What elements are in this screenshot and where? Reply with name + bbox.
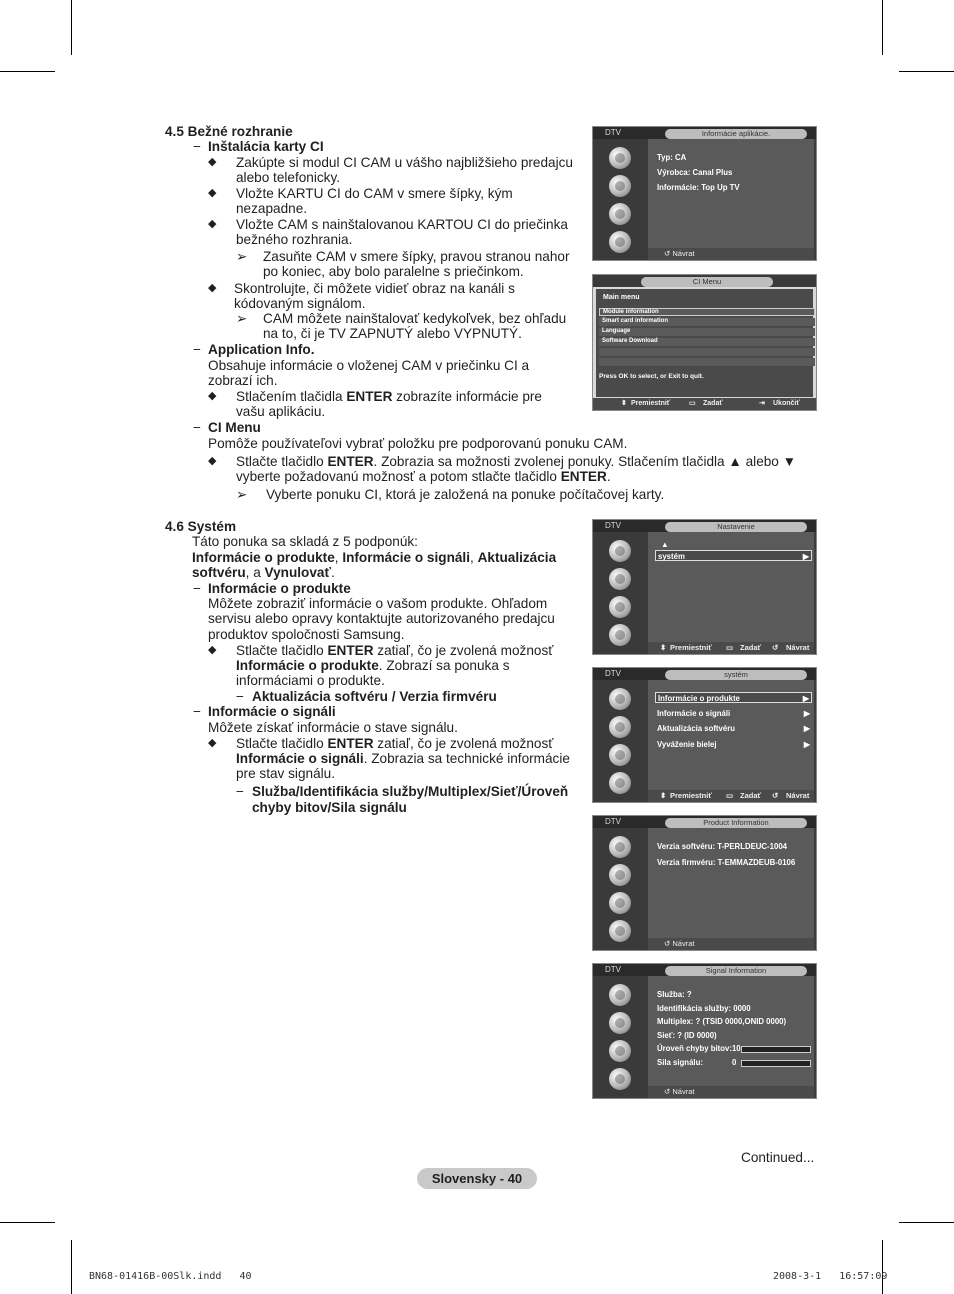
- picture-icon: [609, 688, 631, 710]
- body-text: Stlačte tlačidlo ENTER zatiaľ, čo je zvolená možnosť: [236, 643, 554, 658]
- return-label[interactable]: Návrat: [786, 643, 810, 652]
- return-icon: ↺: [664, 939, 671, 948]
- return-label[interactable]: Návrat: [672, 1087, 695, 1096]
- screen-footer: [648, 642, 814, 654]
- info-line: Služba: ?: [657, 990, 692, 999]
- body-text: Stlačením tlačidla ENTER zobrazíte informácie pre: [236, 389, 542, 404]
- menu-item-signal-info[interactable]: [655, 708, 812, 719]
- body-text: Táto ponuka sa skladá z 5 podponúk:: [192, 534, 418, 549]
- body-text: zobrazí ich.: [208, 373, 278, 388]
- dtv-label: DTV: [605, 817, 621, 826]
- arrow-right-icon: ▶: [803, 709, 810, 718]
- crop-mark: [882, 0, 883, 55]
- body-text: Stlačte tlačidlo ENTER zatiaľ, čo je zvolená možnosť: [236, 736, 554, 751]
- screen-ci-menu: [592, 274, 817, 411]
- crop-mark: [899, 1222, 954, 1223]
- channel-icon: [609, 1040, 631, 1062]
- info-line: Sila signálu:: [657, 1058, 703, 1067]
- bit-error-bar: [741, 1046, 811, 1053]
- submenu-list: Informácie o produkte, Informácie o signáli, Aktualizácia: [192, 550, 557, 565]
- screen-product-information: [592, 815, 817, 951]
- sub-item: chyby bitov/Sila signálu: [252, 800, 407, 815]
- note-text: na to, či je TV ZAPNUTÝ alebo VYPNUTÝ.: [263, 326, 522, 341]
- signal-strength-value: 0: [732, 1058, 737, 1067]
- menu-sidebar: [593, 828, 647, 950]
- channel-icon: [609, 892, 631, 914]
- screen-title: Nastavenie: [665, 522, 807, 532]
- sub-item: Služba/Identifikácia služby/Multiplex/Sieť/Úroveň: [252, 784, 569, 799]
- setup-icon: [609, 1068, 631, 1090]
- dash-mark: −: [236, 689, 244, 704]
- menu-item-label: Vyváženie bielej: [657, 740, 717, 749]
- section-heading: 4.6 Systém: [165, 519, 237, 534]
- info-line: Sieť: ? (ID 0000): [657, 1031, 717, 1040]
- ci-menu-item[interactable]: [599, 318, 815, 326]
- screen-footer: [648, 938, 814, 950]
- screen-signal-information: [592, 963, 817, 1099]
- screen-footer: [648, 248, 814, 260]
- body-text: Stlačte tlačidlo ENTER. Zobrazia sa možnosti zvolenej ponuky. Stlačením tlačidla ▲ alebo ▼: [236, 454, 797, 469]
- menu-sidebar: [593, 976, 647, 1098]
- setup-icon: [609, 772, 631, 794]
- crop-mark: [0, 1222, 55, 1223]
- dash-mark: −: [193, 139, 201, 154]
- screen-footer: [648, 790, 814, 802]
- menu-item-label: Aktualizácia softvéru: [657, 724, 735, 733]
- return-icon: ↺: [664, 249, 671, 258]
- picture-icon: [609, 836, 631, 858]
- note-arrow-icon: ➢: [236, 249, 248, 264]
- dash-mark: −: [193, 704, 201, 719]
- bullet-diamond: ◆: [208, 282, 217, 294]
- ci-menu-empty-row: [599, 348, 815, 356]
- move-icon: ⬍: [621, 400, 627, 407]
- ci-menu-empty-row: [599, 358, 815, 366]
- crop-mark: [899, 71, 954, 72]
- screen-title: Product Information: [665, 818, 807, 828]
- note-arrow-icon: ➢: [236, 311, 248, 326]
- setup-icon: [609, 624, 631, 646]
- body-text: Môžete získať informácie o stave signálu.: [208, 720, 458, 735]
- dtv-label: DTV: [605, 521, 621, 530]
- body-text: vašu aplikáciu.: [236, 404, 326, 419]
- return-icon: ↺: [664, 1087, 671, 1096]
- move-label[interactable]: Premiestniť: [631, 400, 671, 407]
- scroll-up-icon[interactable]: ▲: [661, 540, 669, 549]
- subsection-title: Inštalácia karty CI: [208, 139, 324, 154]
- info-line: Verzia firmvéru: T-EMMAZDEUB-0106: [657, 858, 796, 867]
- dtv-label: DTV: [605, 669, 621, 678]
- bullet-diamond: ◆: [208, 156, 217, 168]
- dash-mark: −: [193, 342, 201, 357]
- body-text: nezapadne.: [236, 201, 308, 216]
- arrow-right-icon: ▶: [802, 552, 809, 561]
- bullet-diamond: ◆: [208, 187, 217, 199]
- subsection-title: Informácie o produkte: [208, 581, 351, 596]
- menu-item-label: Informácie o signáli: [657, 709, 731, 718]
- move-label[interactable]: Premiestniť: [670, 791, 712, 800]
- bullet-diamond: ◆: [208, 455, 217, 467]
- channel-icon: [609, 203, 631, 225]
- ci-menu-item[interactable]: [599, 338, 815, 346]
- menu-sidebar: [593, 680, 647, 802]
- note-text: po koniec, aby bolo paralelne s priečinkom.: [263, 264, 524, 279]
- picture-icon: [609, 147, 631, 169]
- continued-text: Continued...: [741, 1150, 815, 1165]
- menu-item-label: Informácie o produkte: [658, 694, 740, 703]
- body-text: Pomôže používateľovi vybrať položku pre podporovanú ponuku CAM.: [208, 436, 628, 451]
- crop-mark: [0, 71, 55, 72]
- ci-menu-item[interactable]: [599, 328, 815, 336]
- body-text: servisu alebo opravy kontaktujte autorizovaného predajcu: [208, 611, 555, 626]
- body-text: informáciami o produkte.: [236, 673, 385, 688]
- info-line: Multiplex: ? (TSID 0000,ONID 0000): [657, 1017, 787, 1026]
- info-line: Výrobca: Canal Plus: [657, 168, 733, 177]
- screen-title: Signal Information: [665, 966, 807, 976]
- menu-sidebar: [593, 139, 647, 260]
- note-text: Zasuňte CAM v smere šípky, pravou stranou nahor: [263, 249, 570, 264]
- move-icon: ⬍: [660, 643, 667, 652]
- body-text: produktov spoločnosti Samsung.: [208, 627, 405, 642]
- subsection-title: Informácie o signáli: [208, 704, 336, 719]
- info-line: Typ: CA: [657, 153, 687, 162]
- dtv-label: DTV: [605, 128, 621, 137]
- exit-label[interactable]: Ukončiť: [773, 400, 800, 407]
- ci-hint-text: Press OK to select, or Exit to quit.: [599, 373, 704, 380]
- dash-mark: −: [193, 420, 201, 435]
- bullet-diamond: ◆: [208, 737, 217, 749]
- body-text: Môžete zobraziť informácie o vašom produkte. Ohľadom: [208, 596, 548, 611]
- arrow-right-icon: ▶: [802, 694, 809, 703]
- return-label[interactable]: Návrat: [786, 791, 810, 800]
- enter-icon: ▭: [726, 643, 734, 652]
- subsection-title: CI Menu: [208, 420, 261, 435]
- menu-item-product-info[interactable]: [655, 692, 812, 703]
- enter-label[interactable]: Zadať: [740, 643, 762, 652]
- screen-system: [592, 667, 817, 803]
- signal-strength-bar: [741, 1060, 811, 1067]
- sound-icon: [609, 568, 631, 590]
- screen-application-info: [592, 126, 817, 261]
- ci-item-label: Language: [602, 328, 631, 334]
- enter-label[interactable]: Zadať: [703, 400, 723, 407]
- info-line: Úroveň chyby bitov:10: [657, 1044, 741, 1053]
- return-icon: ↺: [772, 643, 779, 652]
- note-arrow-icon: ➢: [236, 487, 248, 502]
- arrow-right-icon: ▶: [803, 740, 810, 749]
- note-text: Vyberte ponuku CI, ktorá je založená na ponuke počítačovej karty.: [266, 487, 665, 502]
- body-text: kódovaným signálom.: [234, 296, 366, 311]
- note-text: CAM môžete nainštalovať kedykoľvek, bez ohľadu: [263, 311, 567, 326]
- crop-mark: [71, 0, 72, 55]
- channel-icon: [609, 744, 631, 766]
- body-text: vyberte požadovanú možnosť a potom stlačte tlačidlo ENTER.: [236, 469, 611, 484]
- menu-item-white-balance[interactable]: [655, 739, 812, 750]
- body-text: Informácie o produkte. Zobrazí sa ponuka s: [236, 658, 510, 673]
- bullet-diamond: ◆: [208, 644, 217, 656]
- screen-footer: [593, 398, 816, 410]
- enter-icon: ▭: [726, 791, 734, 800]
- screen-title: systém: [665, 670, 807, 680]
- channel-icon: [609, 596, 631, 618]
- screen-setup: [592, 519, 817, 655]
- ci-item-label: Module information: [603, 309, 659, 315]
- submenu-list: softvéru, a Vynulovať.: [192, 565, 335, 580]
- section-heading: 4.5 Bežné rozhranie: [165, 124, 293, 139]
- enter-label[interactable]: Zadať: [740, 791, 762, 800]
- dash-mark: −: [236, 784, 244, 799]
- bullet-diamond: ◆: [208, 390, 217, 402]
- enter-icon: ▭: [689, 400, 696, 407]
- ci-item-label: Smart card information: [602, 318, 669, 324]
- bullet-diamond: ◆: [208, 218, 217, 230]
- menu-item-label: systém: [658, 552, 685, 561]
- info-line: Informácie: Top Up TV: [657, 183, 740, 192]
- arrow-right-icon: ▶: [803, 724, 810, 733]
- body-text: Zakúpte si modul CI CAM u vášho najbližšieho predajcu: [236, 155, 573, 170]
- sound-icon: [609, 175, 631, 197]
- menu-item-software-update[interactable]: [655, 723, 812, 734]
- crop-mark: [882, 1240, 883, 1294]
- body-text: pre stav signálu.: [236, 766, 335, 781]
- exit-icon: ⇥: [759, 400, 765, 407]
- info-line: Identifikácia služby: 0000: [657, 1004, 751, 1013]
- body-text: alebo telefonicky.: [236, 170, 341, 185]
- sound-icon: [609, 864, 631, 886]
- sound-icon: [609, 716, 631, 738]
- subsection-title: Application Info.: [208, 342, 315, 357]
- move-icon: ⬍: [660, 791, 667, 800]
- sound-icon: [609, 1012, 631, 1034]
- body-text: Vložte KARTU CI do CAM v smere šípky, kým: [236, 186, 513, 201]
- return-label[interactable]: Návrat: [672, 939, 695, 948]
- screen-title: CI Menu: [641, 277, 773, 287]
- menu-item-system[interactable]: [655, 550, 812, 561]
- setup-icon: [609, 920, 631, 942]
- body-text: Skontrolujte, či môžete vidieť obraz na kanáli s: [234, 281, 515, 296]
- screen-body: [648, 532, 814, 642]
- body-text: bežného rozhrania.: [236, 232, 353, 247]
- screen-title: Informácie aplikácie.: [665, 129, 807, 139]
- menu-sidebar: [593, 532, 647, 654]
- sub-item: Aktualizácia softvéru / Verzia firmvéru: [252, 689, 497, 704]
- picture-icon: [609, 540, 631, 562]
- body-text: Informácie o signáli. Zobrazia sa technické informácie: [236, 751, 570, 766]
- ci-item-label: Software Download: [602, 338, 658, 344]
- page-number-badge: Slovensky - 40: [417, 1168, 537, 1189]
- footer-file-info: BN68-01416B-00Slk.indd 40: [89, 1271, 252, 1282]
- ci-main-menu-label: Main menu: [603, 294, 640, 301]
- move-label[interactable]: Premiestniť: [670, 643, 712, 652]
- body-text: Obsahuje informácie o vloženej CAM v priečinku CI a: [208, 358, 530, 373]
- dtv-label: DTV: [605, 965, 621, 974]
- footer-date: 2008-3-1 16:57:09: [773, 1271, 888, 1282]
- screen-footer: [648, 1086, 814, 1098]
- crop-mark: [71, 1240, 72, 1294]
- return-label[interactable]: Návrat: [672, 249, 695, 258]
- picture-icon: [609, 984, 631, 1006]
- setup-icon: [609, 231, 631, 253]
- ci-menu-item[interactable]: [599, 308, 815, 316]
- dash-mark: −: [193, 581, 201, 596]
- return-icon: ↺: [772, 791, 779, 800]
- info-line: Verzia softvéru: T-PERLDEUC-1004: [657, 842, 787, 851]
- body-text: Vložte CAM s nainštalovanou KARTOU CI do priečinka: [236, 217, 568, 232]
